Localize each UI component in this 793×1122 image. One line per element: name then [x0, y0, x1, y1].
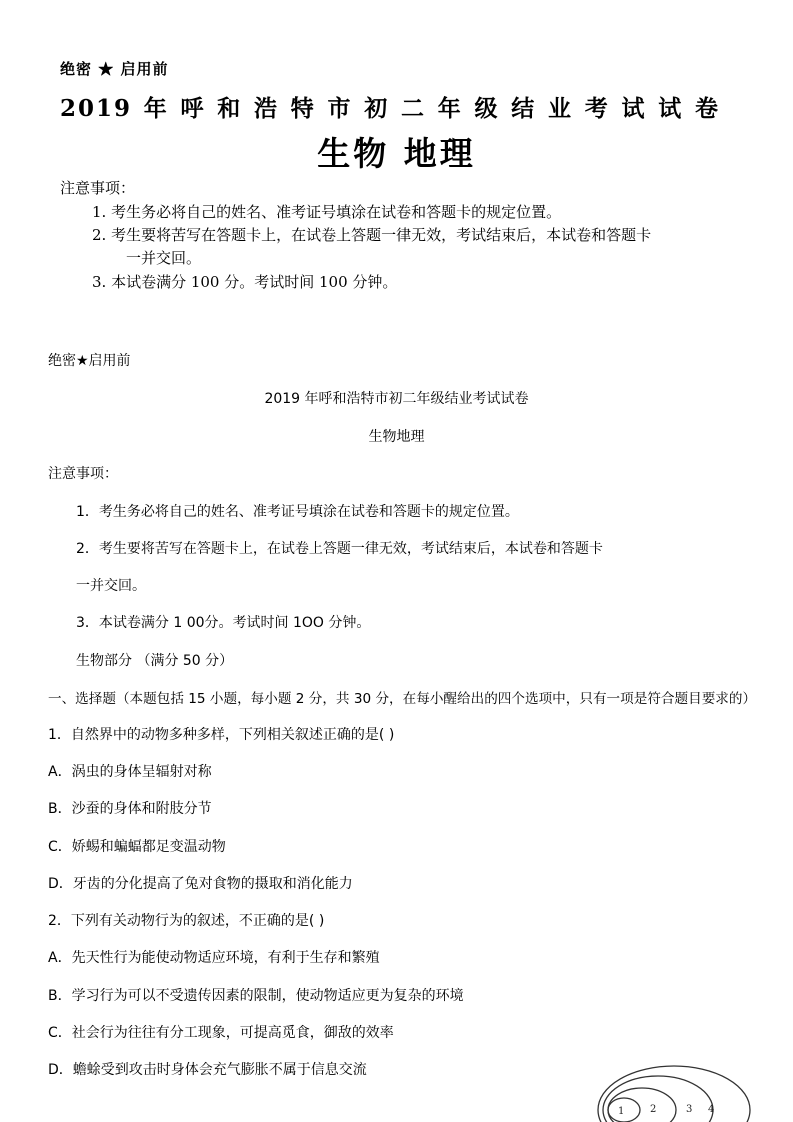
ring-label-4: 4	[708, 1104, 715, 1115]
doc-exam-title: 2019 年呼和浩特市初二年级结业考试试卷	[264, 391, 529, 407]
header-secret-label: 绝密 ★ 启用前	[60, 60, 169, 78]
header-subject-title: 生物 地理	[317, 134, 476, 173]
doc-subject-title: 生物地理	[368, 429, 425, 445]
doc-notice-item-2-cont: 一并交回。	[76, 578, 146, 594]
doc-notice-item-3: 3．本试卷满分 1 00分。考试时间 1OO 分钟。	[76, 615, 371, 631]
doc-notice-item-2: 2．考生要将苦写在答题卡上，在试卷上答题一律无效，考试结束后，本试卷和答题卡	[76, 541, 603, 557]
header-notice-item-3: 3. 本试卷满分 100 分。考试时间 100 分钟。	[92, 273, 398, 291]
ring-label-3: 3	[686, 1104, 693, 1115]
ring-label-2: 2	[650, 1104, 657, 1115]
ring-label-1: 1	[618, 1106, 625, 1117]
question-2-stem: 2．下列有关动物行为的叙述，不正确的是( )	[48, 913, 325, 929]
question-2-option-d: D．蟾蜍受到攻击时身体会充气膨胀不属于信息交流	[48, 1062, 367, 1078]
doc-notice-item-1: 1．考生务必将自己的姓名、准考证号填涂在试卷和答题卡的规定位置。	[76, 504, 519, 520]
header-notice-item-2: 2. 考生要将苦写在答题卡上，在试卷上答题一律无效，考试结束后，本试卷和答题卡	[92, 226, 652, 244]
question-1-option-a: A．涡虫的身体呈辐射对称	[48, 764, 212, 780]
question-1-option-c: C．娇蜴和蝙蝠都足变温动物	[48, 839, 226, 855]
doc-section-heading: 生物部分 （满分 50 分）	[76, 653, 234, 669]
doc-part-heading: 一、选择题（本题包括 15 小题，每小题 2 分，共 30 分，在每小醒给出的四个选项中，只有一项是符合题目要求的）	[48, 691, 757, 707]
doc-notice-label: 注意事项：	[48, 466, 118, 482]
question-1-option-b: B．沙蚕的身体和附肢分节	[48, 801, 212, 817]
header-notice-item-2-cont: 一并交回。	[126, 249, 202, 267]
header-notice-label: 注意事项：	[60, 179, 136, 197]
header-exam-title: 2019年呼和浩特市初二年级结业考试试卷	[60, 95, 720, 122]
header-notice-item-1: 1. 考生务必将自己的姓名、准考证号填涂在试卷和答题卡的规定位置。	[92, 203, 562, 221]
question-2-option-c: C．社会行为往往有分工现象，可提高觅食，御敌的效率	[48, 1025, 394, 1041]
question-2-option-a: A．先天性行为能使动物适应环境，有利于生存和繁殖	[48, 950, 380, 966]
question-1-stem: 1．自然界中的动物多种多样，下列相关叙述正确的是( )	[48, 727, 395, 743]
question-2-option-b: B．学习行为可以不受遗传因素的限制，使动物适应更为复杂的环境	[48, 988, 464, 1004]
concentric-rings-figure	[596, 1060, 756, 1122]
question-1-option-d: D．牙齿的分化提高了兔对食物的摄取和消化能力	[48, 876, 353, 892]
doc-secret-label: 绝密★启用前	[48, 353, 131, 369]
